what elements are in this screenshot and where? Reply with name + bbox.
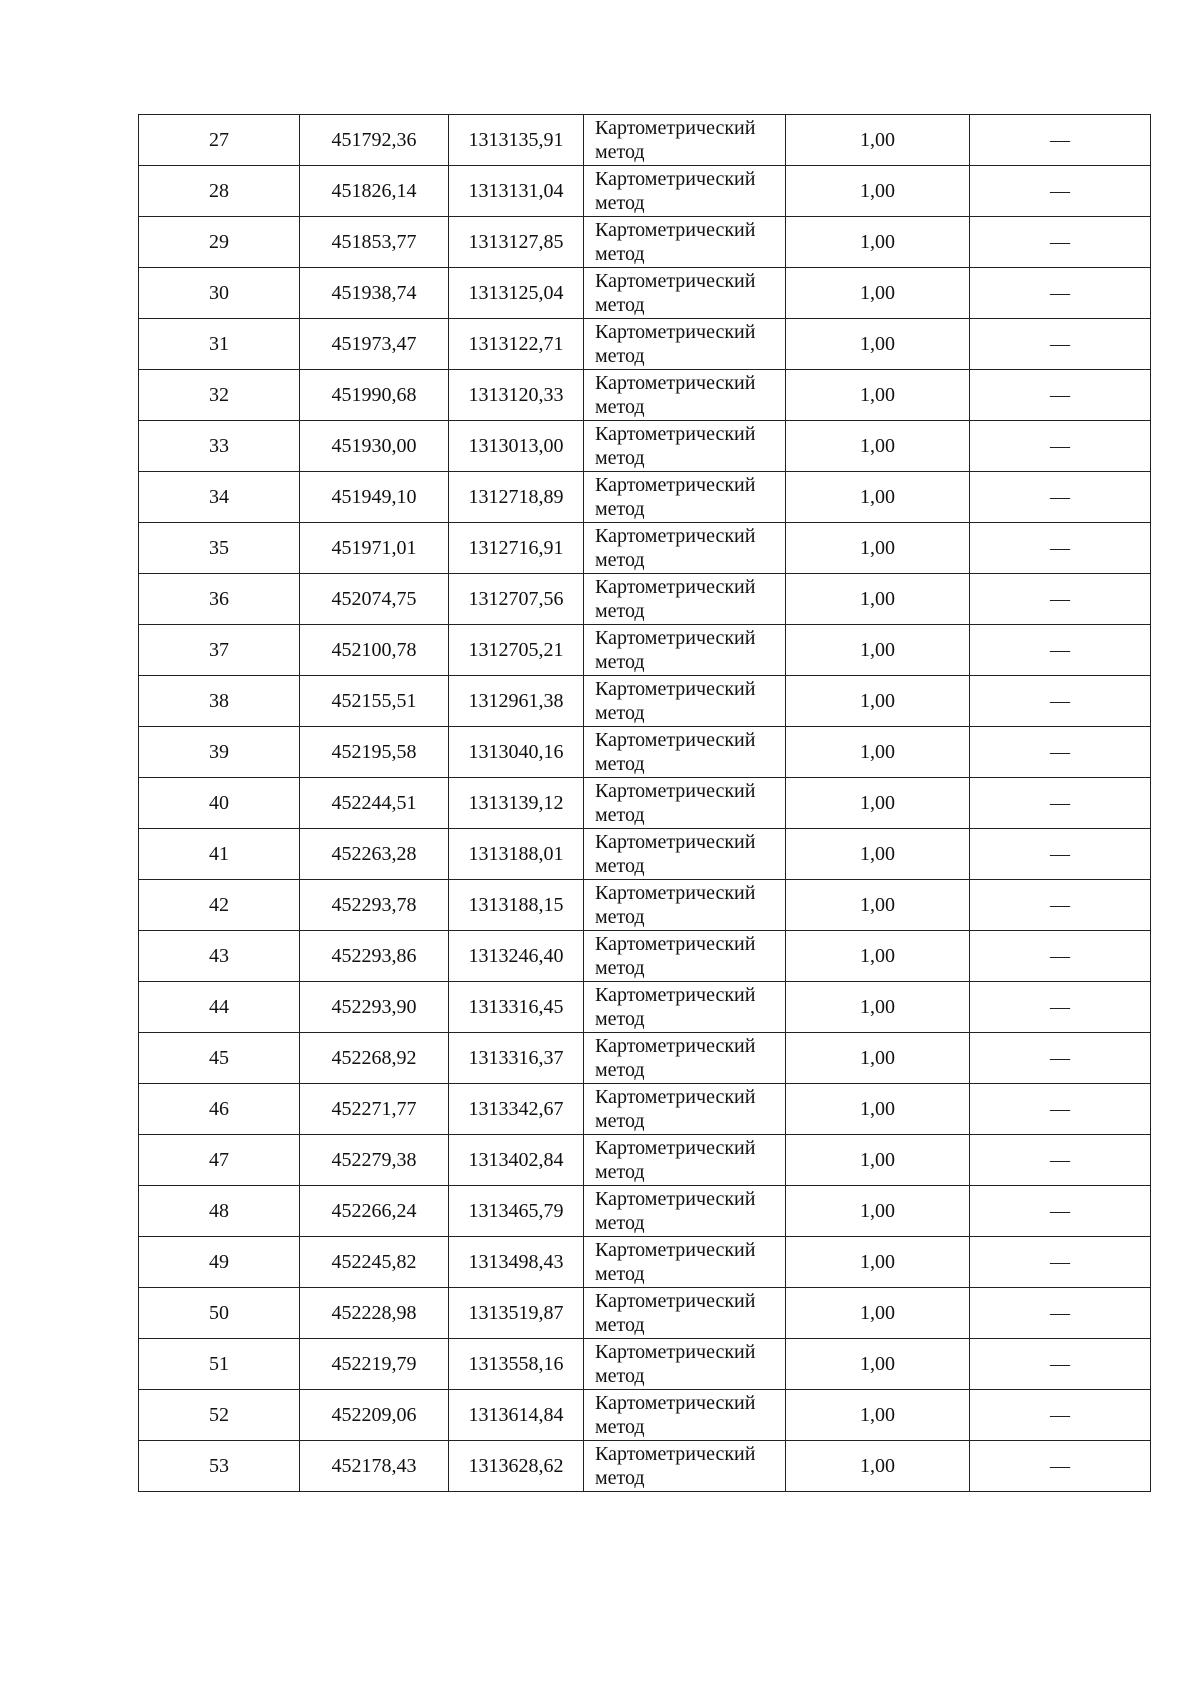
- cell-coordinate-x: 452279,38: [300, 1135, 449, 1186]
- table-row: [139, 166, 1151, 217]
- cell-description: —: [970, 421, 1151, 472]
- table-row: [139, 217, 1151, 268]
- cell-description: —: [970, 166, 1151, 217]
- table-row: [139, 1033, 1151, 1084]
- cell-accuracy: 1,00: [786, 217, 970, 268]
- cell-coordinate-x: 452271,77: [300, 1084, 449, 1135]
- cell-coordinate-x: 452195,58: [300, 727, 449, 778]
- table-row: [139, 319, 1151, 370]
- cell-accuracy: 1,00: [786, 472, 970, 523]
- cell-point-number: 36: [139, 574, 300, 625]
- cell-point-number: 49: [139, 1237, 300, 1288]
- cell-coordinate-y: 1313127,85: [449, 217, 584, 268]
- cell-coordinate-x: 451826,14: [300, 166, 449, 217]
- cell-coordinate-y: 1312716,91: [449, 523, 584, 574]
- cell-description: —: [970, 1186, 1151, 1237]
- cell-accuracy: 1,00: [786, 523, 970, 574]
- cell-description: —: [970, 1288, 1151, 1339]
- cell-method: Картометрический метод: [584, 217, 786, 268]
- cell-accuracy: 1,00: [786, 1186, 970, 1237]
- cell-point-number: 31: [139, 319, 300, 370]
- cell-point-number: 46: [139, 1084, 300, 1135]
- cell-point-number: 37: [139, 625, 300, 676]
- cell-coordinate-x: 452074,75: [300, 574, 449, 625]
- cell-method: Картометрический метод: [584, 523, 786, 574]
- cell-method: Картометрический метод: [584, 931, 786, 982]
- cell-coordinate-x: 452178,43: [300, 1441, 449, 1492]
- cell-coordinate-y: 1313402,84: [449, 1135, 584, 1186]
- cell-coordinate-x: 451971,01: [300, 523, 449, 574]
- cell-method: Картометрический метод: [584, 625, 786, 676]
- cell-coordinate-y: 1312961,38: [449, 676, 584, 727]
- cell-accuracy: 1,00: [786, 1135, 970, 1186]
- cell-method: Картометрический метод: [584, 1288, 786, 1339]
- cell-accuracy: 1,00: [786, 319, 970, 370]
- table-row: [139, 1135, 1151, 1186]
- cell-description: —: [970, 268, 1151, 319]
- table-row: [139, 1441, 1151, 1492]
- cell-accuracy: 1,00: [786, 982, 970, 1033]
- cell-coordinate-y: 1313498,43: [449, 1237, 584, 1288]
- cell-coordinate-x: 452293,90: [300, 982, 449, 1033]
- cell-coordinate-y: 1313135,91: [449, 115, 584, 166]
- cell-coordinate-y: 1313246,40: [449, 931, 584, 982]
- cell-method: Картометрический метод: [584, 319, 786, 370]
- cell-method: Картометрический метод: [584, 727, 786, 778]
- cell-accuracy: 1,00: [786, 829, 970, 880]
- cell-accuracy: 1,00: [786, 421, 970, 472]
- table-row: [139, 727, 1151, 778]
- cell-point-number: 43: [139, 931, 300, 982]
- cell-point-number: 33: [139, 421, 300, 472]
- cell-accuracy: 1,00: [786, 370, 970, 421]
- cell-method: Картометрический метод: [584, 676, 786, 727]
- cell-description: —: [970, 472, 1151, 523]
- cell-point-number: 29: [139, 217, 300, 268]
- cell-coordinate-x: 452155,51: [300, 676, 449, 727]
- table-row: [139, 268, 1151, 319]
- cell-coordinate-x: 452263,28: [300, 829, 449, 880]
- cell-coordinate-y: 1313139,12: [449, 778, 584, 829]
- table-row: [139, 370, 1151, 421]
- cell-accuracy: 1,00: [786, 625, 970, 676]
- cell-description: —: [970, 217, 1151, 268]
- cell-accuracy: 1,00: [786, 268, 970, 319]
- cell-coordinate-y: 1313188,01: [449, 829, 584, 880]
- cell-method: Картометрический метод: [584, 1033, 786, 1084]
- cell-accuracy: 1,00: [786, 1390, 970, 1441]
- cell-coordinate-y: 1312707,56: [449, 574, 584, 625]
- cell-point-number: 27: [139, 115, 300, 166]
- table-row: [139, 574, 1151, 625]
- cell-description: —: [970, 778, 1151, 829]
- cell-point-number: 42: [139, 880, 300, 931]
- table-row: [139, 1237, 1151, 1288]
- cell-coordinate-y: 1313188,15: [449, 880, 584, 931]
- table-row: [139, 625, 1151, 676]
- cell-coordinate-x: 451930,00: [300, 421, 449, 472]
- table-row: [139, 778, 1151, 829]
- cell-description: —: [970, 1033, 1151, 1084]
- cell-coordinate-y: 1313519,87: [449, 1288, 584, 1339]
- cell-description: —: [970, 1084, 1151, 1135]
- cell-coordinate-x: 452293,78: [300, 880, 449, 931]
- cell-description: —: [970, 727, 1151, 778]
- coordinates-table: [138, 114, 1151, 1492]
- cell-method: Картометрический метод: [584, 880, 786, 931]
- cell-accuracy: 1,00: [786, 931, 970, 982]
- cell-point-number: 39: [139, 727, 300, 778]
- cell-description: —: [970, 1237, 1151, 1288]
- cell-description: —: [970, 1441, 1151, 1492]
- cell-coordinate-x: 452245,82: [300, 1237, 449, 1288]
- cell-coordinate-y: 1313013,00: [449, 421, 584, 472]
- table-row: [139, 472, 1151, 523]
- cell-description: —: [970, 1390, 1151, 1441]
- cell-method: Картометрический метод: [584, 1084, 786, 1135]
- cell-point-number: 40: [139, 778, 300, 829]
- cell-coordinate-x: 452100,78: [300, 625, 449, 676]
- cell-coordinate-y: 1313342,67: [449, 1084, 584, 1135]
- table-row: [139, 1390, 1151, 1441]
- cell-description: —: [970, 1135, 1151, 1186]
- cell-accuracy: 1,00: [786, 1441, 970, 1492]
- cell-point-number: 45: [139, 1033, 300, 1084]
- cell-coordinate-y: 1313628,62: [449, 1441, 584, 1492]
- table-row: [139, 1288, 1151, 1339]
- cell-coordinate-x: 452293,86: [300, 931, 449, 982]
- cell-description: —: [970, 370, 1151, 421]
- cell-description: —: [970, 982, 1151, 1033]
- cell-coordinate-x: 451792,36: [300, 115, 449, 166]
- cell-description: —: [970, 880, 1151, 931]
- cell-description: —: [970, 625, 1151, 676]
- table-row: [139, 523, 1151, 574]
- coordinates-table-body: [139, 115, 1151, 1492]
- cell-coordinate-x: 452219,79: [300, 1339, 449, 1390]
- cell-coordinate-y: 1312705,21: [449, 625, 584, 676]
- table-row: [139, 115, 1151, 166]
- cell-accuracy: 1,00: [786, 1033, 970, 1084]
- cell-accuracy: 1,00: [786, 778, 970, 829]
- cell-method: Картометрический метод: [584, 574, 786, 625]
- cell-accuracy: 1,00: [786, 676, 970, 727]
- cell-coordinate-y: 1313465,79: [449, 1186, 584, 1237]
- cell-method: Картометрический метод: [584, 166, 786, 217]
- cell-description: —: [970, 115, 1151, 166]
- cell-method: Картометрический метод: [584, 1186, 786, 1237]
- cell-coordinate-x: 451853,77: [300, 217, 449, 268]
- cell-method: Картометрический метод: [584, 421, 786, 472]
- cell-description: —: [970, 676, 1151, 727]
- cell-accuracy: 1,00: [786, 1237, 970, 1288]
- cell-point-number: 32: [139, 370, 300, 421]
- cell-description: —: [970, 931, 1151, 982]
- cell-accuracy: 1,00: [786, 727, 970, 778]
- cell-accuracy: 1,00: [786, 1084, 970, 1135]
- cell-method: Картометрический метод: [584, 778, 786, 829]
- cell-coordinate-y: 1313316,45: [449, 982, 584, 1033]
- cell-method: Картометрический метод: [584, 1135, 786, 1186]
- cell-accuracy: 1,00: [786, 1339, 970, 1390]
- cell-point-number: 35: [139, 523, 300, 574]
- cell-method: Картометрический метод: [584, 268, 786, 319]
- cell-accuracy: 1,00: [786, 115, 970, 166]
- cell-method: Картометрический метод: [584, 1237, 786, 1288]
- cell-coordinate-y: 1313040,16: [449, 727, 584, 778]
- cell-method: Картометрический метод: [584, 1441, 786, 1492]
- cell-coordinate-x: 452209,06: [300, 1390, 449, 1441]
- cell-coordinate-x: 452244,51: [300, 778, 449, 829]
- cell-method: Картометрический метод: [584, 370, 786, 421]
- cell-coordinate-y: 1313122,71: [449, 319, 584, 370]
- cell-coordinate-y: 1313558,16: [449, 1339, 584, 1390]
- cell-description: —: [970, 1339, 1151, 1390]
- cell-coordinate-y: 1313614,84: [449, 1390, 584, 1441]
- cell-coordinate-x: 451973,47: [300, 319, 449, 370]
- cell-point-number: 53: [139, 1441, 300, 1492]
- cell-coordinate-x: 451938,74: [300, 268, 449, 319]
- cell-method: Картометрический метод: [584, 982, 786, 1033]
- cell-coordinate-y: 1313316,37: [449, 1033, 584, 1084]
- cell-coordinate-x: 451949,10: [300, 472, 449, 523]
- cell-accuracy: 1,00: [786, 1288, 970, 1339]
- cell-accuracy: 1,00: [786, 880, 970, 931]
- cell-coordinate-x: 452268,92: [300, 1033, 449, 1084]
- cell-accuracy: 1,00: [786, 166, 970, 217]
- cell-point-number: 50: [139, 1288, 300, 1339]
- cell-point-number: 34: [139, 472, 300, 523]
- cell-method: Картометрический метод: [584, 1339, 786, 1390]
- table-row: [139, 1186, 1151, 1237]
- table-row: [139, 421, 1151, 472]
- cell-point-number: 44: [139, 982, 300, 1033]
- table-row: [139, 1339, 1151, 1390]
- cell-accuracy: 1,00: [786, 574, 970, 625]
- cell-coordinate-x: 452266,24: [300, 1186, 449, 1237]
- cell-point-number: 41: [139, 829, 300, 880]
- cell-coordinate-y: 1313131,04: [449, 166, 584, 217]
- cell-point-number: 38: [139, 676, 300, 727]
- cell-description: —: [970, 523, 1151, 574]
- cell-point-number: 52: [139, 1390, 300, 1441]
- cell-point-number: 48: [139, 1186, 300, 1237]
- cell-coordinate-y: 1312718,89: [449, 472, 584, 523]
- cell-point-number: 47: [139, 1135, 300, 1186]
- cell-coordinate-x: 451990,68: [300, 370, 449, 421]
- table-row: [139, 880, 1151, 931]
- cell-method: Картометрический метод: [584, 472, 786, 523]
- cell-point-number: 28: [139, 166, 300, 217]
- cell-method: Картометрический метод: [584, 115, 786, 166]
- table-row: [139, 982, 1151, 1033]
- table-row: [139, 931, 1151, 982]
- cell-method: Картометрический метод: [584, 1390, 786, 1441]
- cell-point-number: 30: [139, 268, 300, 319]
- cell-method: Картометрический метод: [584, 829, 786, 880]
- cell-coordinate-y: 1313120,33: [449, 370, 584, 421]
- cell-description: —: [970, 829, 1151, 880]
- cell-coordinate-y: 1313125,04: [449, 268, 584, 319]
- table-row: [139, 829, 1151, 880]
- cell-coordinate-x: 452228,98: [300, 1288, 449, 1339]
- table-row: [139, 1084, 1151, 1135]
- cell-description: —: [970, 574, 1151, 625]
- table-row: [139, 676, 1151, 727]
- cell-description: —: [970, 319, 1151, 370]
- cell-point-number: 51: [139, 1339, 300, 1390]
